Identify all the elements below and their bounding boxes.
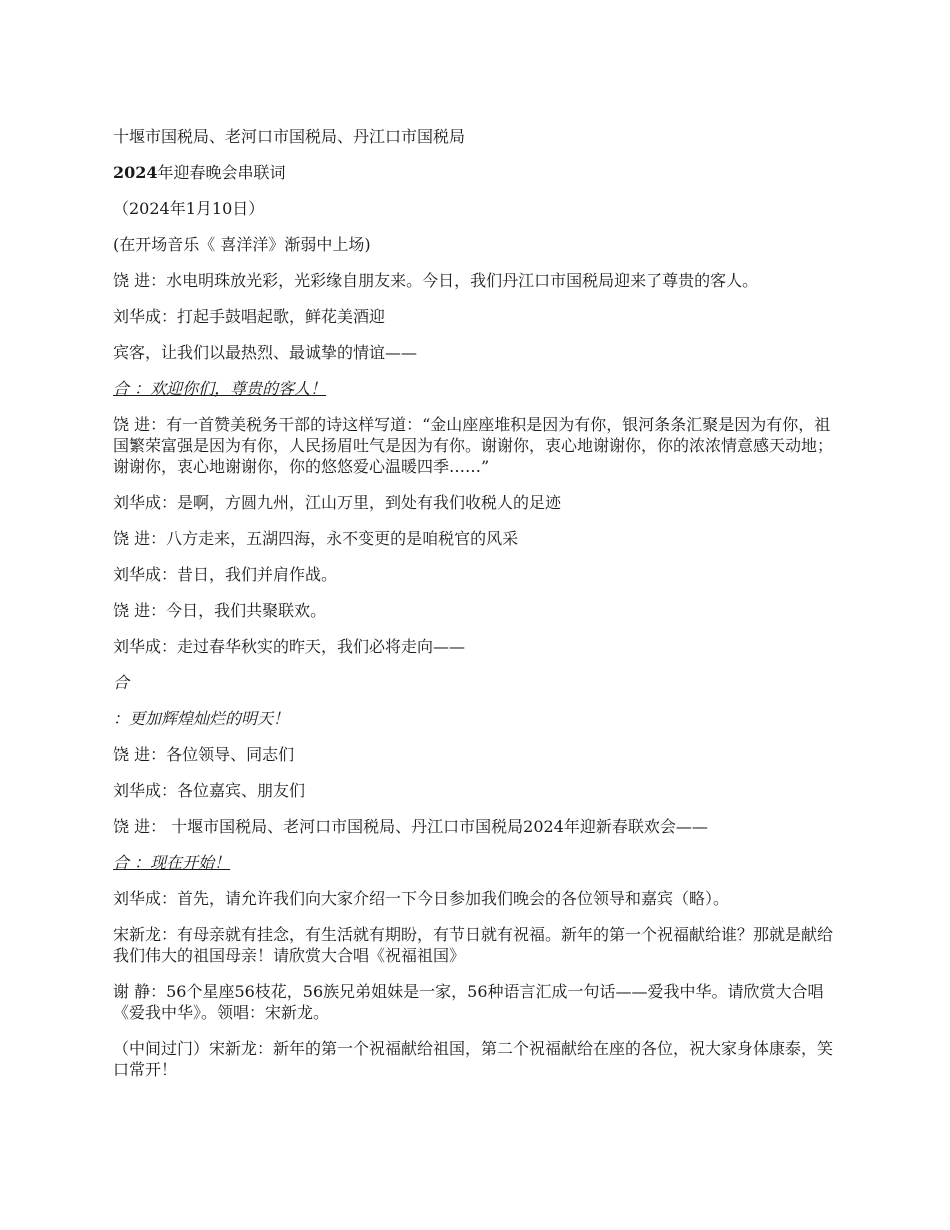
paragraph: 饶 进： 十堰市国税局、老河口市国税局、丹江口市国税局2024年迎新春联欢会—— xyxy=(113,817,708,836)
chorus-text: 合 ：欢迎你们，尊贵的客人！ xyxy=(113,379,327,398)
document-date: （2024年1月10日） xyxy=(113,199,265,218)
paragraph: 谢 静：56个星座56枝花，56族兄弟姐妹是一家，56种语言汇成一句话——爱我中华。请欣赏大合唱《爱我中华》。领唱：宋新龙。 xyxy=(113,982,824,1022)
stage-direction: (在开场音乐《 喜洋洋》渐弱中上场) xyxy=(113,235,371,254)
title-year: 2024 xyxy=(113,163,158,182)
paragraph: 饶 进：有一首赞美税务干部的诗这样写道：“金山座座堆积是因为有你，银河条条汇聚是因为有你，祖国繁荣富强是因为有你，人民扬眉吐气是因为有你。谢谢你，衷心地谢谢你，你的浓浓情意感天动地；谢谢你，衷心地谢谢你，你的悠悠爱心温暖四季……” xyxy=(113,415,834,476)
chorus-text: ：更加辉煌灿烂的明天！ xyxy=(113,709,290,728)
paragraph: 刘华成：是啊，方圆九州，江山万里，到处有我们收税人的足迹 xyxy=(113,493,562,512)
paragraph: 刘华成：打起手鼓唱起歌，鲜花美酒迎 xyxy=(113,307,386,326)
paragraph: 刘华成：首先，请允许我们向大家介绍一下今日参加我们晚会的各位领导和嘉宾（略）。 xyxy=(113,889,730,908)
paragraph: 饶 进：八方走来，五湖四海，永不变更的是咱税官的风采 xyxy=(113,529,519,548)
paragraph: 饶 进：今日，我们共聚联欢。 xyxy=(113,601,327,620)
document-body xyxy=(113,126,843,1095)
paragraph: 刘华成：昔日，我们并肩作战。 xyxy=(113,565,338,584)
paragraph: 宋新龙：有母亲就有挂念，有生活就有期盼，有节日就有祝福。新年的第一个祝福献给谁？那就是献给我们伟大的祖国母亲！请欣赏大合唱《祝福祖国》 xyxy=(113,925,834,965)
header-line: 十堰市国税局、老河口市国税局、丹江口市国税局 xyxy=(113,127,466,146)
paragraph: 宾客，让我们以最热烈、最诚挚的情谊—— xyxy=(113,343,418,362)
document-title xyxy=(113,162,843,183)
paragraph: 饶 进：各位领导、同志们 xyxy=(113,745,295,764)
paragraph: 刘华成：走过春华秋实的昨天，我们必将走向—— xyxy=(113,637,466,656)
chorus-speaker: 合 xyxy=(113,673,130,692)
paragraph: （中间过门）宋新龙：新年的第一个祝福献给祖国，第二个祝福献给在座的各位，祝大家身体康泰，笑口常开！ xyxy=(113,1039,834,1079)
paragraph: 饶 进：水电明珠放光彩，光彩缘自朋友来。今日，我们丹江口市国税局迎来了尊贵的客人。 xyxy=(113,271,759,290)
chorus-text: 合 ：现在开始！ xyxy=(113,853,231,872)
paragraph: 刘华成：各位嘉宾、朋友们 xyxy=(113,781,306,800)
title-text: 年迎春晚会串联词 xyxy=(157,163,286,182)
chorus-line xyxy=(113,852,843,873)
chorus-line xyxy=(113,378,843,399)
